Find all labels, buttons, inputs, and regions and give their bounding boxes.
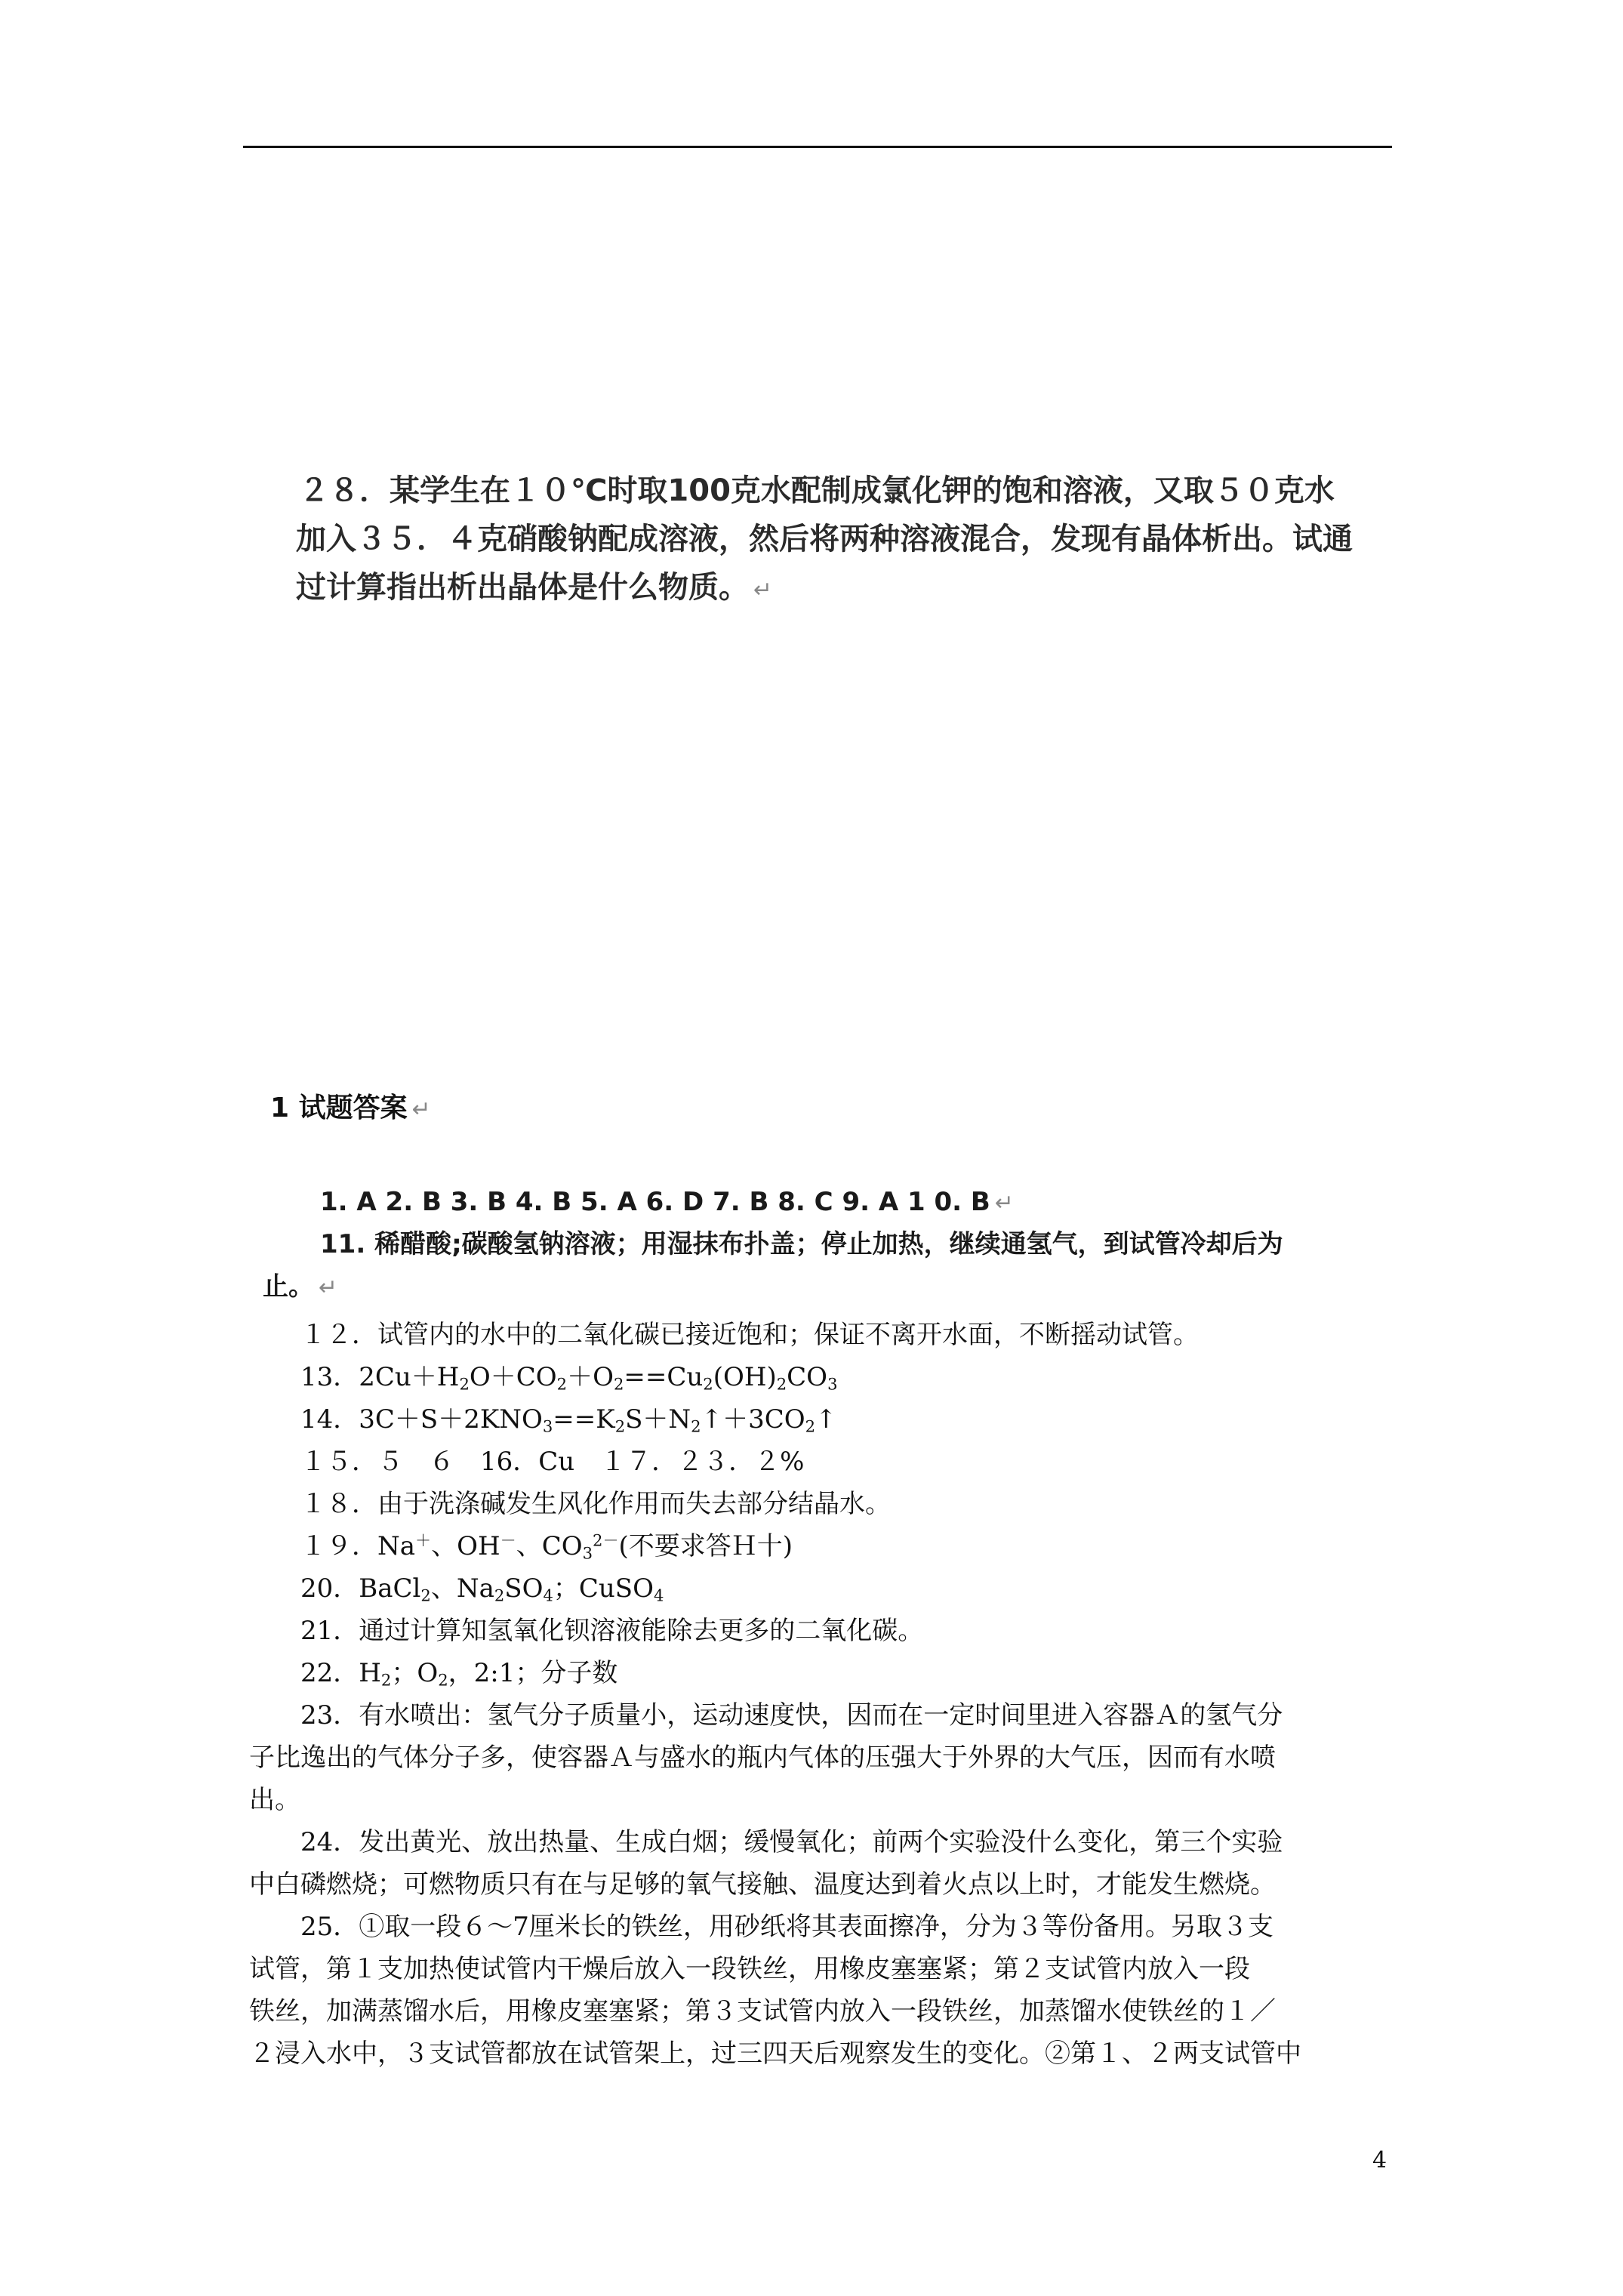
formula-part: 20．BaCl [300, 1573, 421, 1604]
answer-22 [300, 1653, 617, 1693]
answers-heading [270, 1087, 431, 1130]
formula-index: 2 [459, 1374, 470, 1394]
answer-23-line-2-text: 子比逸出的气体分子多，使容器Ａ与盛水的瓶内气体的压强大于外界的大气压，因而有水喷 [249, 1743, 1276, 1773]
answer-21 [300, 1611, 923, 1650]
answer-25-line-1 [300, 1907, 1273, 1946]
answer-24-line-2 [249, 1865, 1276, 1904]
question-28-line-1-text: ２８．某学生在１０℃时取100克水配制成氯化钾的饱和溶液，又取５０克水 [299, 473, 1335, 508]
answer-25-line-1-text: 25．①取一段６～7厘米长的铁丝，用砂纸将其表面擦净，分为３等份备用。另取３支 [300, 1912, 1273, 1942]
answer-25-line-4-text: ２浸入水中，３支试管都放在试管架上，过三四天后观察发生的变化。②第１、２两支试管中 [249, 2039, 1301, 2069]
answer-15-17-text: １５．５ ６ 16．Cu １７．２３．２% [300, 1447, 805, 1477]
answer-23-line-3-text: 出。 [249, 1785, 300, 1815]
formula-index: 2 [438, 1670, 448, 1690]
answer-18 [300, 1484, 891, 1524]
formula-part: 、OH [431, 1531, 500, 1561]
formula-index: 2 [614, 1416, 626, 1436]
formula-part: 13． [300, 1362, 359, 1392]
formula-index: 2－ [593, 1530, 619, 1550]
answers-heading-text: 1 试题答案 [270, 1093, 408, 1123]
answer-12 [300, 1315, 1199, 1354]
paragraph-mark: ↵ [994, 1190, 1014, 1216]
formula-index: 3 [542, 1416, 553, 1436]
answer-14 [300, 1400, 837, 1439]
formula-part: 2Cu＋H [359, 1362, 460, 1392]
answer-25-line-3-text: 铁丝，加满蒸馏水后，用橡皮塞塞紧；第３支试管内放入一段铁丝，加蒸馏水使铁丝的１／ [249, 1996, 1276, 2026]
answer-25-line-2-text: 试管，第１支加热使试管内干燥后放入一段铁丝，用橡皮塞塞紧；第２支试管内放入一段 [249, 1954, 1250, 1984]
answer-11-line-2-text: 止。 [263, 1271, 314, 1302]
answer-1-10 [320, 1181, 1014, 1223]
formula-part: ↑ [815, 1404, 837, 1435]
formula-part: SO [504, 1573, 544, 1604]
formula-index: 2 [613, 1374, 624, 1394]
formula-part: S＋N [625, 1404, 691, 1435]
answer-25-line-4 [249, 2034, 1301, 2073]
formula-index: 2 [420, 1586, 431, 1605]
formula-part: 3C＋S＋2KNO [359, 1404, 543, 1435]
formula-part: ↑＋3CO [701, 1404, 805, 1435]
answer-20 [300, 1569, 664, 1608]
answer-23-line-3 [249, 1780, 300, 1820]
formula-index: 2 [691, 1416, 701, 1436]
answer-1-10-text: 1. A 2. B 3. B 4. B 5. A 6. D 7. B 8. C 9. A 1 0. B [320, 1187, 990, 1217]
answer-13 [300, 1358, 837, 1397]
formula-part: 14． [300, 1404, 359, 1435]
paragraph-mark: ↵ [411, 1096, 431, 1123]
formula-part: ＋O [567, 1362, 614, 1392]
formula-index: 4 [543, 1586, 553, 1605]
formula-index: 3 [582, 1543, 593, 1563]
formula-index: 2 [805, 1416, 816, 1436]
answer-25-line-3 [249, 1992, 1276, 2031]
formula-index: ＋ [415, 1530, 432, 1550]
formula-index: 2 [776, 1374, 787, 1394]
formula-index: － [500, 1530, 516, 1550]
answer-24-line-2-text: 中白磷燃烧；可燃物质只有在与足够的氧气接触、温度达到着火点以上时，才能发生燃烧。 [249, 1869, 1276, 1900]
formula-index: 2 [703, 1374, 713, 1394]
question-28-line-3 [296, 565, 772, 610]
question-28-line-2 [296, 516, 1353, 562]
answer-23-line-1 [300, 1696, 1283, 1735]
formula-part: ==K [553, 1404, 615, 1435]
formula-part: １９．Na [300, 1531, 416, 1561]
formula-part: 、Na [430, 1573, 494, 1604]
answer-23-line-2 [249, 1738, 1276, 1777]
formula-index: 2 [380, 1670, 392, 1690]
formula-part: CO [787, 1362, 828, 1392]
answer-12-text: １２．试管内的水中的二氧化碳已接近饱和；保证不离开水面，不断摇动试管。 [300, 1320, 1199, 1350]
header-rule [243, 146, 1392, 148]
question-28-line-1 [299, 468, 1335, 513]
answer-24-line-1-text: 24．发出黄光、放出热量、生成白烟；缓慢氧化；前两个实验没什么变化，第三个实验 [300, 1827, 1283, 1857]
answer-19 [300, 1527, 793, 1566]
formula-part: ，2:1；分子数 [448, 1658, 618, 1688]
formula-part: ；CuSO [553, 1573, 654, 1604]
answer-25-line-2 [249, 1949, 1250, 1989]
answer-21-text: 21．通过计算知氢氧化钡溶液能除去更多的二氧化碳。 [300, 1616, 924, 1646]
formula-index: 4 [653, 1586, 664, 1605]
paragraph-mark: ↵ [319, 1274, 338, 1301]
question-28-line-2-text: 加入３５．４克硝酸钠配成溶液，然后将两种溶液混合，发现有晶体析出。试通 [296, 522, 1353, 556]
formula-part: 、CO [516, 1531, 583, 1561]
answer-24-line-1 [300, 1823, 1283, 1862]
question-28-line-3-text: 过计算指出析出晶体是什么物质。 [296, 570, 749, 605]
page-number: 4 [1372, 2147, 1387, 2174]
formula-index: 2 [494, 1586, 505, 1605]
answer-18-text: １８．由于洗涤碱发生风化作用而失去部分结晶水。 [300, 1489, 891, 1519]
answer-15-17 [300, 1442, 804, 1481]
formula-part: O＋CO [469, 1362, 557, 1392]
answer-11-line-1 [320, 1223, 1283, 1265]
formula-part: (OH) [713, 1362, 777, 1392]
formula-part: ==Cu [624, 1362, 704, 1392]
formula-part: 22．H [300, 1658, 381, 1688]
paragraph-mark: ↵ [753, 577, 773, 603]
answer-23-line-1-text: 23．有水喷出：氢气分子质量小，运动速度快，因而在一定时间里进入容器Ａ的氢气分 [300, 1700, 1283, 1730]
formula-index: 2 [556, 1374, 568, 1394]
answer-11-line-2 [263, 1265, 337, 1308]
formula-index: 3 [827, 1374, 838, 1394]
formula-part: (不要求答Ｈ十) [618, 1531, 793, 1561]
formula-part: ；O [391, 1658, 439, 1688]
answer-11-line-1-text: 11. 稀醋酸;碳酸氢钠溶液；用湿抹布扑盖；停止加热，继续通氢气，到试管冷却后为 [320, 1229, 1283, 1259]
